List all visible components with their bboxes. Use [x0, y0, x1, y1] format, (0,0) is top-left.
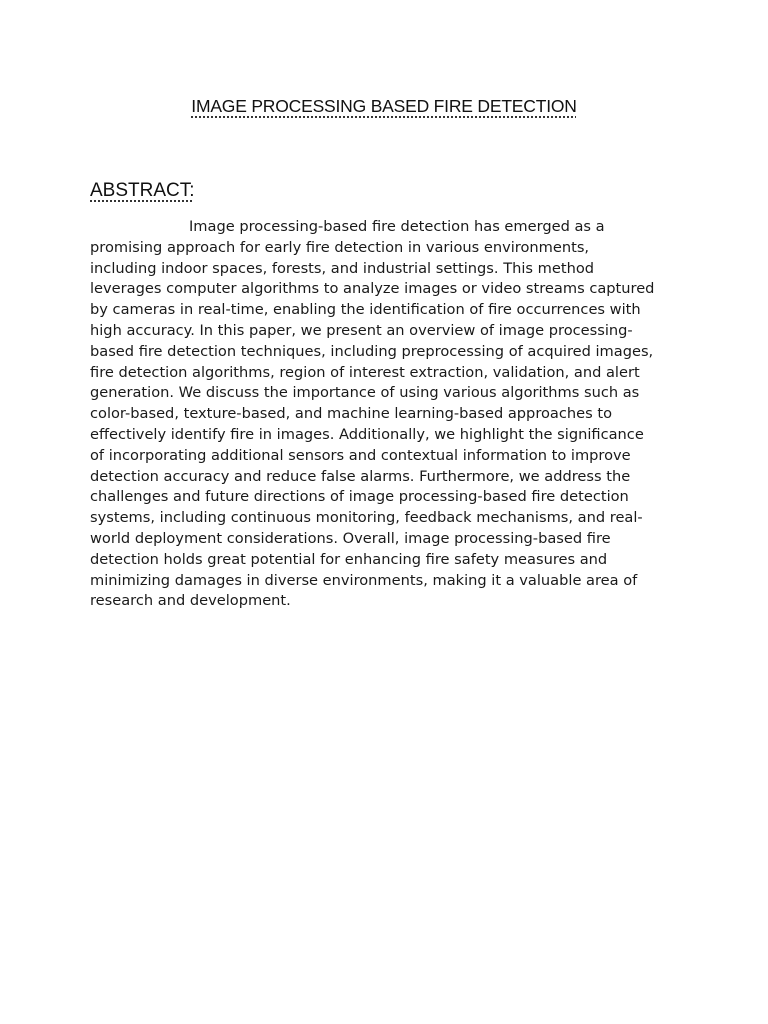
- abstract-line: world deployment considerations. Overall, image processing-based fire: [90, 529, 611, 547]
- abstract-line: including indoor spaces, forests, and industrial settings. This method: [90, 259, 595, 277]
- abstract-line: minimizing damages in diverse environments, making it a valuable area of: [90, 571, 638, 589]
- abstract-line: high accuracy. In this paper, we present an overview of image processing-: [90, 321, 633, 339]
- abstract-line: Image processing-based fire detection has emerged as a: [189, 218, 605, 235]
- abstract-line: based fire detection techniques, including preprocessing of acquired images,: [90, 342, 654, 360]
- abstract-line: systems, including continuous monitoring, feedback mechanisms, and real-: [90, 509, 643, 527]
- abstract-line: research and development.: [90, 592, 291, 610]
- abstract-line: by cameras in real-time, enabling the identification of fire occurrences with: [90, 301, 641, 319]
- document-title: [0, 95, 768, 117]
- abstract-line: of incorporating additional sensors and contextual information to improve: [90, 446, 631, 464]
- abstract-line: fire detection algorithms, region of interest extraction, validation, and alert: [90, 363, 640, 381]
- abstract-line: challenges and future directions of image processing-based fire detection: [90, 488, 629, 506]
- abstract-line: effectively identify fire in images. Additionally, we highlight the significance: [90, 425, 644, 443]
- abstract-heading: ABSTRACT:: [90, 180, 195, 201]
- document-title-text: IMAGE PROCESSING BASED FIRE DETECTION: [191, 96, 577, 116]
- abstract-line: color-based, texture-based, and machine learning-based approaches to: [90, 405, 613, 423]
- abstract-line: detection holds great potential for enhancing fire safety measures and: [90, 550, 608, 568]
- abstract-paragraph: [90, 217, 680, 612]
- abstract-line: leverages computer algorithms to analyze images or video streams captured: [90, 280, 655, 298]
- abstract-line: promising approach for early fire detection in various environments,: [90, 238, 590, 256]
- abstract-line: generation. We discuss the importance of using various algorithms such as: [90, 384, 640, 402]
- abstract-line: detection accuracy and reduce false alarms. Furthermore, we address the: [90, 467, 631, 485]
